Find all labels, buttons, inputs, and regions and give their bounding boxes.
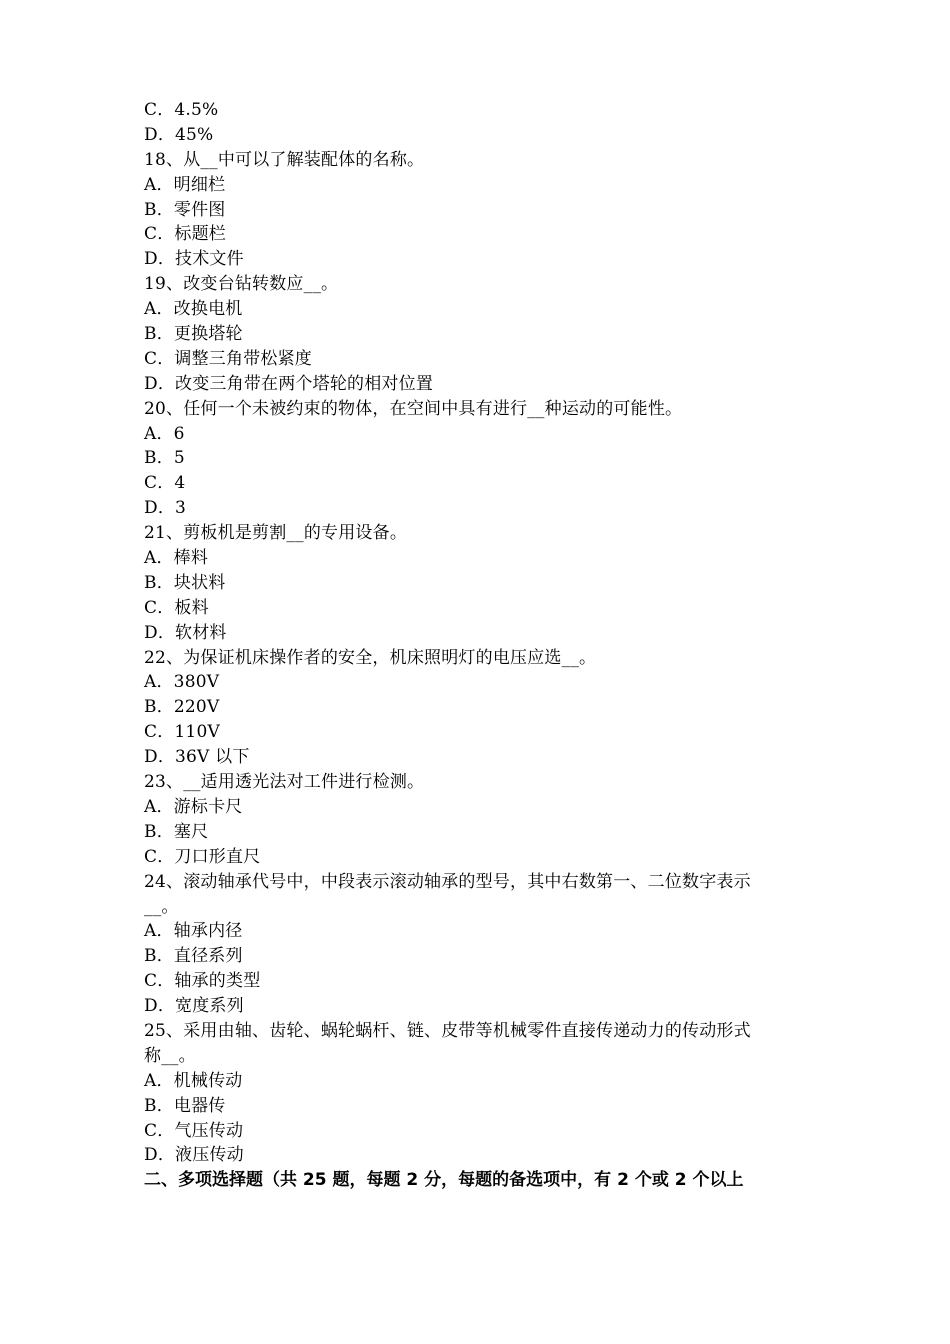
option-line: B．零件图 xyxy=(144,199,226,220)
option-line: B．塞尺 xyxy=(144,821,209,842)
question-23: 23、__适用透光法对工件进行检测。 xyxy=(144,772,425,793)
option-line: A．机械传动 xyxy=(144,1070,243,1091)
question-list xyxy=(144,98,824,1193)
option-line: B．更换塔轮 xyxy=(144,324,243,345)
option-line: A．6 xyxy=(144,423,185,444)
option-line: D．3 xyxy=(144,498,187,519)
option-line: B．电器传 xyxy=(144,1095,226,1116)
option-line: A．游标卡尺 xyxy=(144,796,243,817)
option-line: A．改换电机 xyxy=(144,299,243,320)
option-line: C．调整三角带松紧度 xyxy=(144,348,313,369)
question-22: 22、为保证机床操作者的安全，机床照明灯的电压应选__。 xyxy=(144,647,597,668)
question-25: 25、采用由轴、齿轮、蜗轮蜗杆、链、皮带等机械零件直接传递动力的传动形式 xyxy=(144,1020,751,1041)
option-line: D．液压传动 xyxy=(144,1145,244,1166)
option-line: C．气压传动 xyxy=(144,1120,244,1141)
option-line: C．标题栏 xyxy=(144,224,227,245)
question-24-continued: __。 xyxy=(144,896,179,917)
option-line: D．软材料 xyxy=(144,622,227,643)
option-line: C．4 xyxy=(144,473,186,494)
option-line: C．4.5% xyxy=(144,100,219,120)
option-line: B．5 xyxy=(144,448,185,469)
option-line: B．块状料 xyxy=(144,572,226,593)
question-25-continued: 称__。 xyxy=(144,1045,196,1066)
option-line: D．宽度系列 xyxy=(144,996,244,1017)
section-heading-multiple-choice: 二、多项选择题（共 25 题，每题 2 分，每题的备选项中，有 2 个或 2 个以上 xyxy=(144,1170,744,1191)
option-line: C．轴承的类型 xyxy=(144,971,261,992)
option-line: A．380V xyxy=(144,672,220,693)
option-line: A．轴承内径 xyxy=(144,921,243,942)
option-line: D．45% xyxy=(144,124,214,145)
option-line: B．220V xyxy=(144,697,220,718)
question-18: 18、从__中可以了解装配体的名称。 xyxy=(144,149,425,170)
option-line: D．技术文件 xyxy=(144,249,244,270)
option-line: C．110V xyxy=(144,722,220,743)
option-line: A．明细栏 xyxy=(144,174,226,195)
question-20: 20、任何一个未被约束的物体，在空间中具有进行__种运动的可能性。 xyxy=(144,398,683,419)
option-line: B．直径系列 xyxy=(144,946,243,967)
option-line: C．板料 xyxy=(144,597,209,618)
option-line: C．刀口形直尺 xyxy=(144,846,261,867)
question-21: 21、剪板机是剪割__的专用设备。 xyxy=(144,523,408,544)
option-line: A．棒料 xyxy=(144,548,209,569)
option-line: D．36V 以下 xyxy=(144,747,250,768)
question-24: 24、滚动轴承代号中，中段表示滚动轴承的型号，其中右数第一、二位数字表示 xyxy=(144,871,751,892)
option-line: D．改变三角带在两个塔轮的相对位置 xyxy=(144,373,434,394)
question-19: 19、改变台钻转数应__。 xyxy=(144,274,339,295)
